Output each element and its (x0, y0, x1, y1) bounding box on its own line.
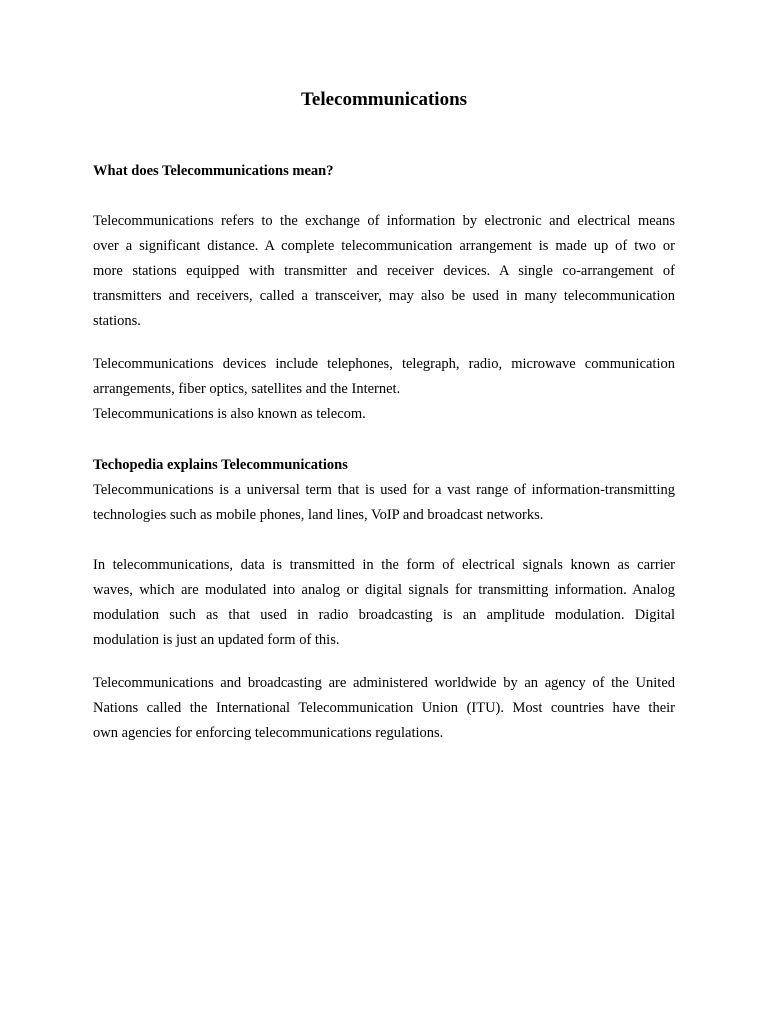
text-line: Telecommunications is also known as telecom. (93, 406, 366, 422)
text-line: Nations called the International Telecommunication Union (ITU). Most countries have their (93, 700, 675, 716)
paragraph-definition (93, 209, 675, 334)
section-heading-meaning: What does Telecommunications mean? (93, 163, 334, 179)
paragraph-devices (93, 352, 675, 427)
paragraph-itu (93, 671, 675, 746)
text-line: arrangements, fiber optics, satellites and the Internet. (93, 381, 401, 397)
document-title: Telecommunications (300, 89, 468, 110)
text-line: technologies such as mobile phones, land lines, VoIP and broadcast networks. (93, 507, 544, 523)
text-line: over a significant distance. A complete telecommunication arrangement is made up of two or (93, 238, 675, 254)
text-line: Telecommunications devices include telephones, telegraph, radio, microwave communication (93, 356, 675, 372)
paragraph-universal-term (93, 478, 675, 528)
text-line: In telecommunications, data is transmitted in the form of electrical signals known as carrier (93, 557, 675, 573)
text-line: Telecommunications and broadcasting are administered worldwide by an agency of the United (93, 675, 675, 691)
text-line: stations. (93, 313, 141, 329)
text-line: Telecommunications refers to the exchange of information by electronic and electrical means (93, 213, 675, 229)
section-heading-explains: Techopedia explains Telecommunications (93, 457, 348, 473)
text-line: modulation is just an updated form of this. (93, 632, 340, 648)
text-line: own agencies for enforcing telecommunications regulations. (93, 725, 444, 741)
text-line: more stations equipped with transmitter and receiver devices. A single co-arrangement of (93, 263, 675, 279)
text-line: transmitters and receivers, called a transceiver, may also be used in many telecommunication (93, 288, 675, 304)
text-line: modulation such as that used in radio broadcasting is an amplitude modulation. Digital (93, 607, 675, 623)
text-line: waves, which are modulated into analog or digital signals for transmitting information. Analog (93, 582, 675, 598)
text-line: Telecommunications is a universal term that is used for a vast range of information-transmitting (93, 482, 675, 498)
paragraph-carrier-waves (93, 553, 675, 653)
